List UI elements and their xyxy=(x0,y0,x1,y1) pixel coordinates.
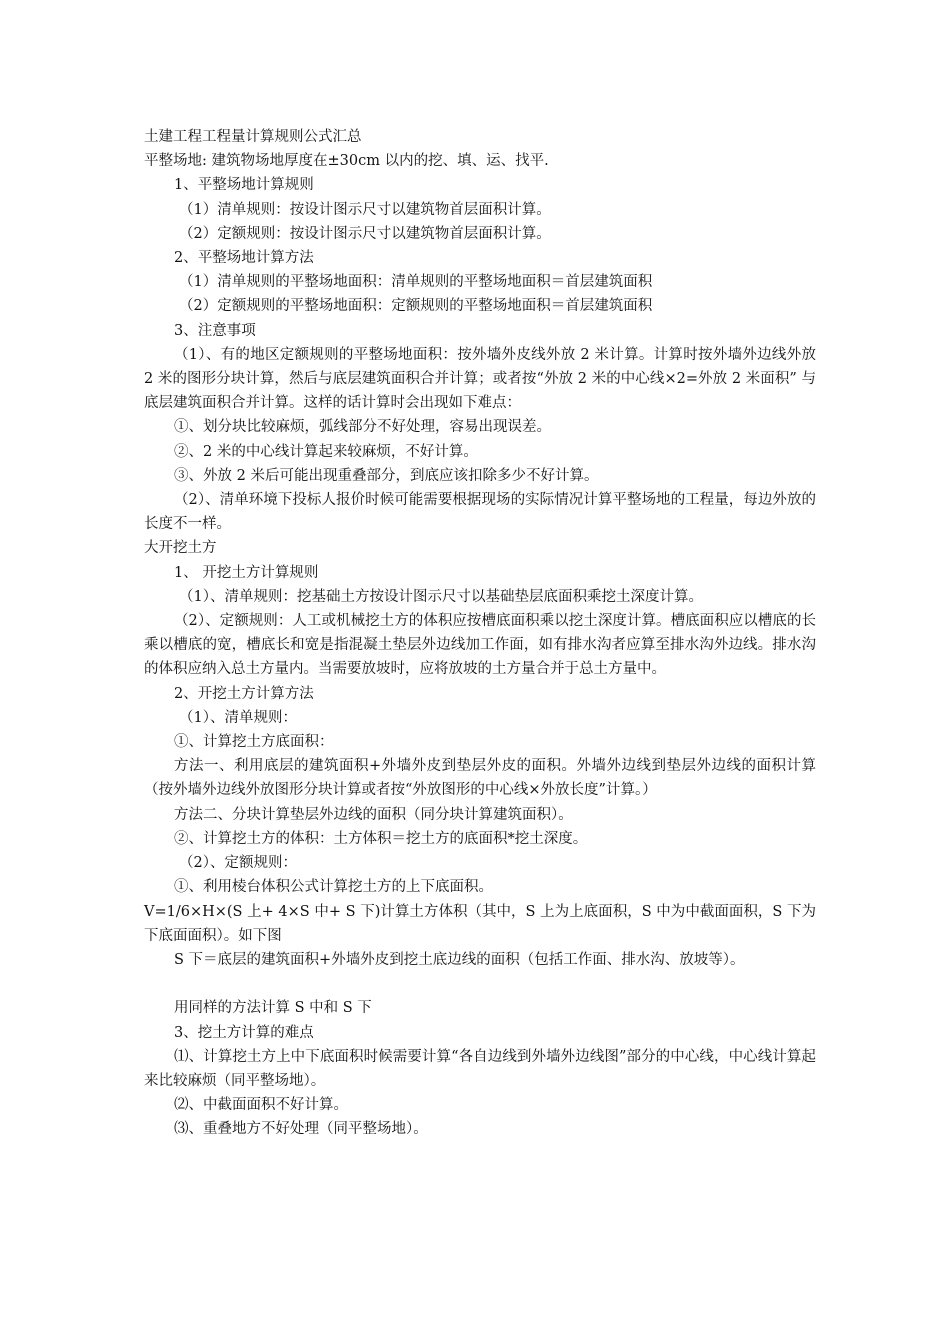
document-title: 土建工程工程量计算规则公式汇总 xyxy=(144,129,362,145)
list-item: ①、利用棱台体积公式计算挖土方的上下底面积。 xyxy=(174,879,493,896)
paragraph: 方法一、利用底层的建筑面积+外墙外皮到垫层外皮的面积。外墙外边线到垫层外边线的面积计算（按外墙外边线外放图形分块计算或者按“外放图形的中心线×外放长度”计算。） xyxy=(144,758,816,799)
list-item: ①、计算挖土方底面积： xyxy=(174,734,334,751)
paragraph: （1）、清单规则： xyxy=(179,709,297,726)
paragraph: 方法二、分块计算垫层外边线的面积（同分块计算建筑面积）。 xyxy=(174,806,573,823)
paragraph: 用同样的方法计算 S 中和 S 下 xyxy=(174,1000,372,1017)
paragraph: 平整场地: 建筑物场地厚度在±30cm 以内的挖、填、运、找平. xyxy=(144,153,549,170)
paragraph: （2）、清单环境下投标人报价时候可能需要根据现场的实际情况计算平整场地的工程量，每边外放的长度不一样。 xyxy=(144,492,816,533)
document-body xyxy=(144,125,816,1142)
paragraph: （1）、清单规则：挖基础土方按设计图示尺寸以基础垫层底面积乘挖土深度计算。 xyxy=(179,588,703,605)
paragraph: （2）定额规则的平整场地面积：定额规则的平整场地面积＝首层建筑面积 xyxy=(179,298,653,315)
blank-line xyxy=(144,972,816,996)
section-heading: 2、平整场地计算方法 xyxy=(174,250,314,267)
list-item: ②、2 米的中心线计算起来较麻烦，不好计算。 xyxy=(174,443,478,460)
section-heading: 1、平整场地计算规则 xyxy=(174,177,314,194)
paragraph: （1）清单规则：按设计图示尺寸以建筑物首层面积计算。 xyxy=(179,201,551,218)
paragraph: S 下＝底层的建筑面积+外墙外皮到挖土底边线的面积（包括工作面、排水沟、放坡等）。 xyxy=(174,951,745,968)
list-item: ②、计算挖土方的体积：土方体积＝挖土方的底面积*挖土深度。 xyxy=(174,830,588,847)
list-item: ③、外放 2 米后可能出现重叠部分，到底应该扣除多少不好计算。 xyxy=(174,467,599,484)
section-title: 大开挖土方 xyxy=(144,540,217,557)
list-item: ⑵、中截面面积不好计算。 xyxy=(174,1097,348,1114)
paragraph: （2）、定额规则：人工或机械挖土方的体积应按槽底面积乘以挖土深度计算。槽底面积应以槽底的长乘以槽底的宽，槽底长和宽是指混凝土垫层外边线加工作面，如有排水沟者应算至排水沟外边线。排水沟的体积应纳入总土方量内。当需要放坡时，应将放坡的土方量合并于总土方量中。 xyxy=(144,613,816,678)
paragraph: （2）定额规则：按设计图示尺寸以建筑物首层面积计算。 xyxy=(179,225,551,242)
section-heading: 1、 开挖土方计算规则 xyxy=(174,564,319,581)
formula-paragraph: V=1/6×H×(S 上+ 4×S 中+ S 下)计算土方体积（其中，S 上为上底面积，S 中为中截面面积，S 下为下底面面积）。如下图 xyxy=(144,903,816,944)
list-item: ⑶、重叠地方不好处理（同平整场地）。 xyxy=(174,1121,428,1138)
list-item: ①、划分块比较麻烦，弧线部分不好处理，容易出现误差。 xyxy=(174,419,551,436)
paragraph: （1）清单规则的平整场地面积：清单规则的平整场地面积＝首层建筑面积 xyxy=(179,274,653,291)
section-heading: 3、挖土方计算的难点 xyxy=(174,1024,314,1041)
section-heading: 3、注意事项 xyxy=(174,322,256,339)
section-heading: 2、开挖土方计算方法 xyxy=(174,685,314,702)
paragraph: （1）、有的地区定额规则的平整场地面积：按外墙外皮线外放 2 米计算。计算时按外墙外边线外放 2 米的图形分块计算，然后与底层建筑面积合并计算；或者按“外放 2 米的中心线×2=外放 2 米面积” 与底层建筑面积合并计算。这样的话计算时会出现如下难点： xyxy=(144,346,816,412)
paragraph: ⑴、计算挖土方上中下底面积时候需要计算“各自边线到外墙外边线图”部分的中心线，中心线计算起来比较麻烦（同平整场地）。 xyxy=(144,1048,816,1089)
paragraph: （2）、定额规则： xyxy=(179,855,297,872)
